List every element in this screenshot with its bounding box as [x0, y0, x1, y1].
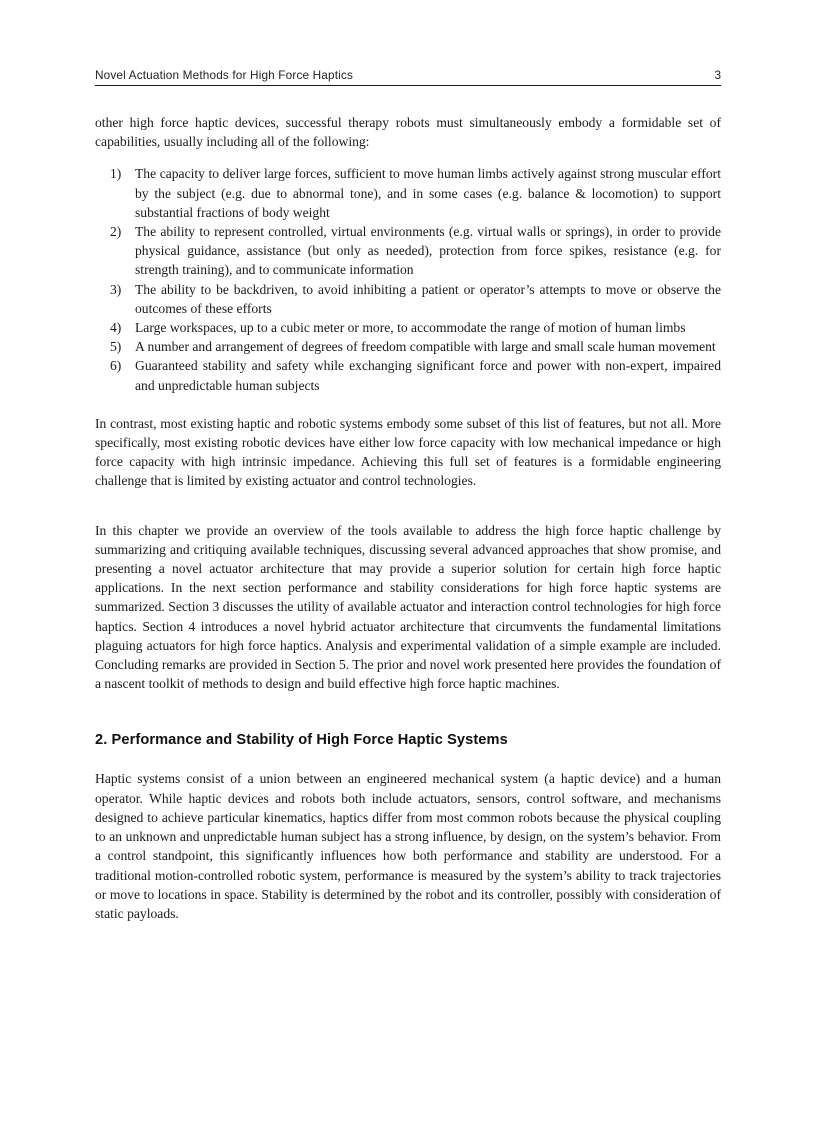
overview-paragraph: In this chapter we provide an overview of the tools available to address the high force haptic challenge by summarizing and critiquing available techniques, discussing several advanced approaches that show promise, and presenting a novel actuator architecture that may provide a superior solution for certain high force haptic applications. In the next section performance and stability considerations for high force haptic systems are summarized. Section 3 discusses the utility of available actuator and interaction control technologies for high force haptics. Section 4 introduces a novel hybrid actuator architecture that circumvents the fundamental limitations plaguing actuators for high force haptics. Analysis and experimental validation of a simple example are included. Concluding remarks are provided in Section 5. The prior and novel work presented here provides the foundation of a nascent toolkit of methods to design and build effective high force haptic machines.: [95, 522, 721, 692]
page-number: 3: [714, 68, 721, 82]
list-item: [95, 337, 721, 356]
intro-paragraph: other high force haptic devices, successful therapy robots must simultaneously embody a formidable set of capabilities, usually including all of the following:: [95, 115, 721, 150]
section-body-paragraph: Haptic systems consist of a union between an engineered mechanical system (a haptic device) and a human operator. While haptic devices and robots both include actuators, sensors, control software, and mechanisms designed to achieve particular kinematics, haptics differ from most common robots because the physical coupling to an unknown and unpredictable human subject has a strong influence, by design, on the system’s behavior. From a control standpoint, this significantly influences how both performance and stability are understood. For a traditional motion-controlled robotic system, performance is measured by the system’s ability to track trajectories or move to locations in space. Stability is determined by the robot and its controller, possibly with consideration of static payloads.: [95, 771, 721, 921]
list-item-text: The ability to represent controlled, virtual environments (e.g. virtual walls or springs), in order to provide physical guidance, assistance (but only as needed), protection from force spikes, resistance (e.g. for strength training), and to communicate information: [135, 224, 721, 278]
list-item-text: The ability to be backdriven, to avoid inhibiting a patient or operator’s attempts to move or observe the outcomes of these efforts: [135, 281, 721, 316]
list-item-marker: 3): [110, 281, 122, 297]
list-item-text: Guaranteed stability and safety while exchanging significant force and power with non-expert, impaired and unpredictable human subjects: [135, 358, 721, 393]
list-item-text: A number and arrangement of degrees of freedom compatible with large and small scale human movement: [135, 339, 716, 355]
section-heading: 2. Performance and Stability of High Force Haptic Systems: [95, 732, 508, 749]
running-header-title: Novel Actuation Methods for High Force Haptics: [95, 68, 354, 82]
list-item: [95, 280, 721, 318]
spacer: [95, 151, 721, 164]
list-item: [95, 222, 721, 280]
list-item-text: Large workspaces, up to a cubic meter or more, to accommodate the range of motion of human limbs: [135, 320, 686, 336]
contrast-paragraph: In contrast, most existing haptic and robotic systems embody some subset of this list of features, but not all. More specifically, most existing robotic devices have either low force capacity with low mechanical impedance or high force capacity with high intrinsic impedance. Achieving this full set of features is a formidable engineering challenge that is limited by existing actuator and control technologies.: [95, 415, 721, 489]
list-item-marker: 4): [110, 320, 122, 336]
running-header: [95, 68, 721, 86]
list-item: [95, 356, 721, 394]
list-item-text: The capacity to deliver large forces, sufficient to move human limbs actively against strong muscular effort by the subject (e.g. due to abnormal tone), and in some cases (e.g. balance & locomotion) to support substantial fractions of body weight: [135, 166, 721, 220]
capability-list: [95, 164, 721, 394]
body-text-area: [95, 113, 721, 923]
list-item-marker: 1): [110, 166, 122, 182]
spacer: [95, 693, 721, 731]
list-item: [95, 318, 721, 337]
list-item-marker: 2): [110, 224, 122, 240]
list-item: [95, 164, 721, 222]
spacer: [95, 395, 721, 414]
spacer: [95, 491, 721, 521]
list-item-marker: 6): [110, 358, 122, 374]
list-item-marker: 5): [110, 339, 122, 355]
spacer: [95, 750, 721, 769]
